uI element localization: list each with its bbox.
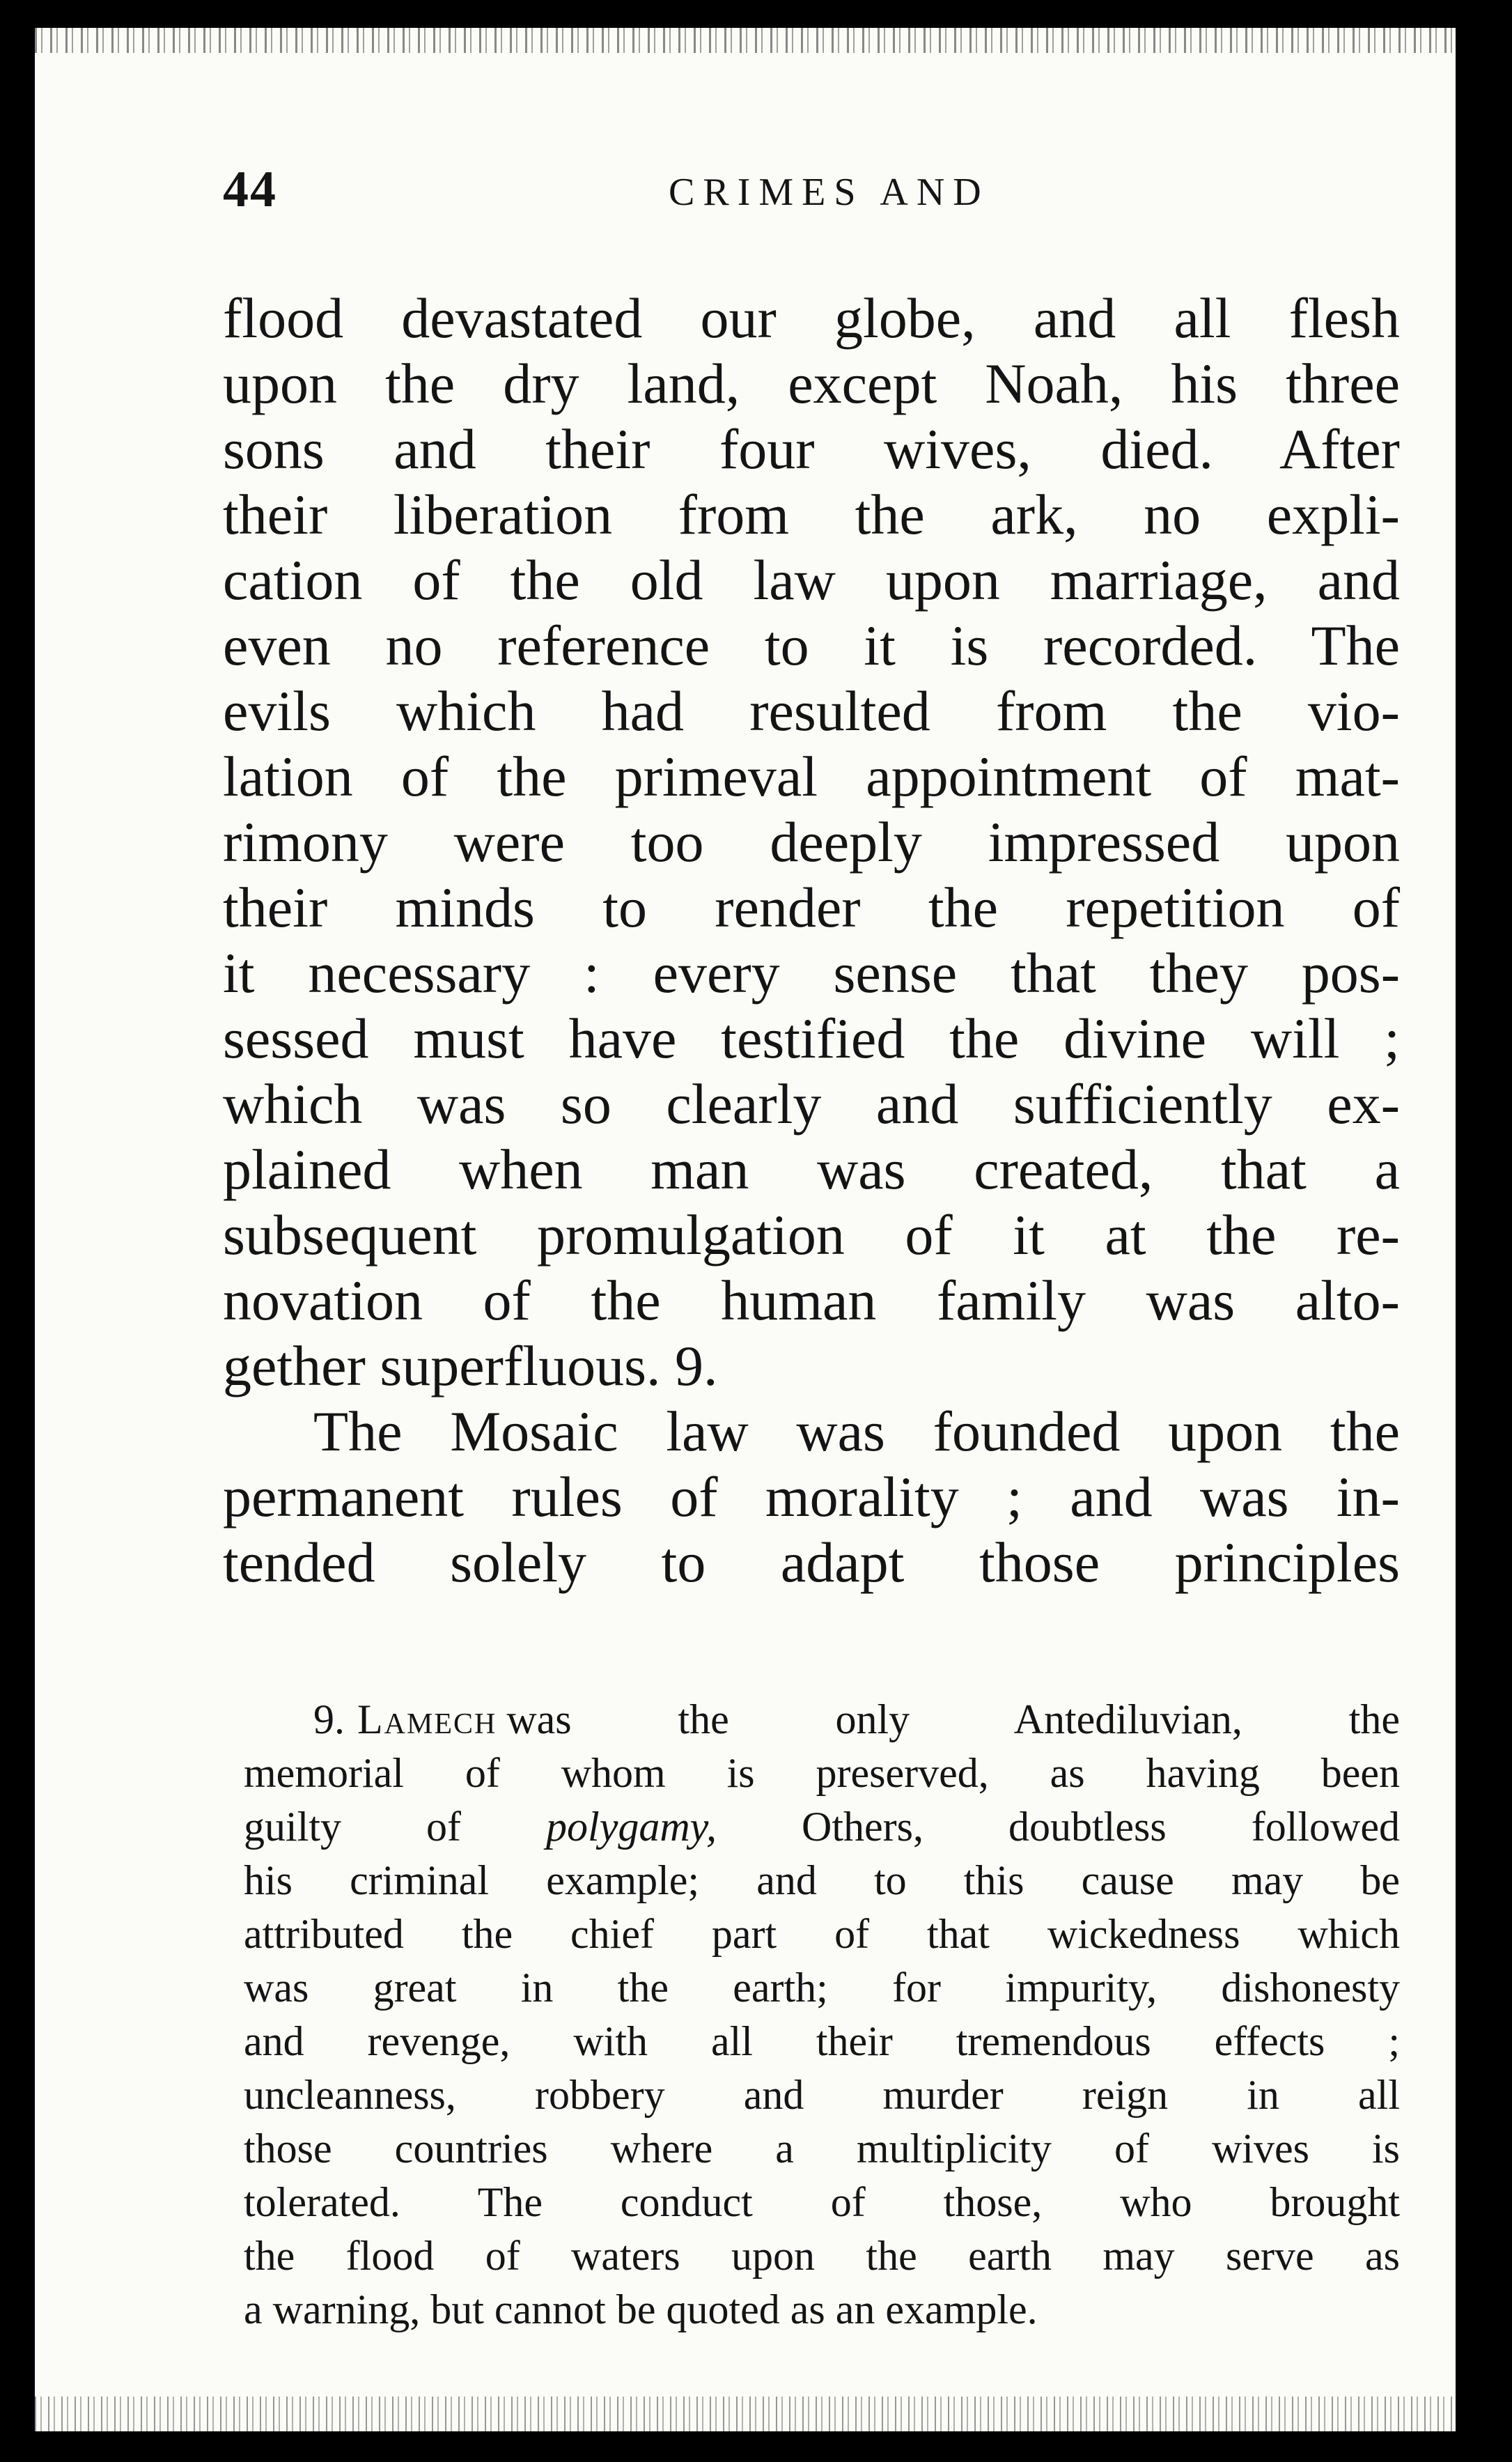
body-text [223,286,1400,1595]
body-line: rimony were too deeply impressed upon [223,810,1400,874]
footnote-line-first [244,1693,1400,1747]
footnote-text: Others, doubtless followed [802,1804,1400,1850]
footnote-line: those countries where a multiplicity of wives is [244,2126,1400,2171]
footnote-name: Lamech [357,1696,497,1742]
body-line: novation of the human family was alto- [223,1269,1400,1332]
body-line: upon the dry land, except Noah, his three [223,352,1400,415]
book-page [35,28,1456,2431]
page-number: 44 [223,161,277,218]
body-line: flood devastated our globe, and all flesh [223,286,1400,350]
body-line: their minds to render the repetition of [223,876,1400,939]
body-line: cation of the old law upon marriage, and [223,548,1400,612]
body-line: lation of the primeval appointment of mat- [223,745,1400,808]
footnote-line: the flood of waters upon the earth may serve as [244,2233,1400,2279]
footnote-line: his criminal example; and to this cause may be [244,1857,1400,1903]
body-line: evils which had resulted from the vio- [223,679,1400,743]
body-line: even no reference to it is recorded. The [223,614,1400,677]
footnote-line: tolerated. The conduct of those, who brought [244,2179,1400,2225]
footnote-line: uncleanness, robbery and murder reign in all [244,2072,1400,2118]
body-line: gether superfluous. 9. [223,1334,718,1398]
body-line: sessed must have testified the divine will ; [223,1007,1400,1070]
footnote [244,1693,1400,2337]
body-line: it necessary : every sense that they pos- [223,941,1400,1005]
body-line: tended solely to adapt those principles [223,1531,1400,1594]
footnote-italic-term: polygamy, [546,1804,717,1850]
footnote-number: 9. [313,1696,345,1742]
body-line: permanent rules of morality ; and was in- [223,1465,1400,1528]
footnote-text: guilty of [244,1804,462,1850]
body-line: subsequent promulgation of it at the re- [223,1203,1400,1267]
footnote-line: attributed the chief part of that wickedness which [244,1911,1400,1957]
scan-border-right [1484,0,1512,2462]
body-line-paragraph-start: The Mosaic law was founded upon the [313,1400,1400,1463]
scan-edge-noise-top [35,28,1456,53]
footnote-line: and revenge, with all their tremendous effects ; [244,2018,1400,2064]
body-line: plained when man was created, that a [223,1138,1400,1201]
footnote-text: was the only Antediluvian, the [506,1696,1400,1742]
body-line: their liberation from the ark, no expli- [223,483,1400,546]
footnote-line [244,1800,1400,1854]
body-line: which was so clearly and sufficiently ex- [223,1072,1400,1136]
footnote-line: memorial of whom is preserved, as having been [244,1750,1400,1796]
footnote-line: was great in the earth; for impurity, dishonesty [244,1965,1400,2011]
page-header [223,160,1400,237]
running-head: CRIMES AND [669,171,990,214]
footnote-line: a warning, but cannot be quoted as an example. [244,2286,1038,2332]
scan-edge-noise-bottom [35,2397,1456,2431]
body-line: sons and their four wives, died. After [223,417,1400,481]
